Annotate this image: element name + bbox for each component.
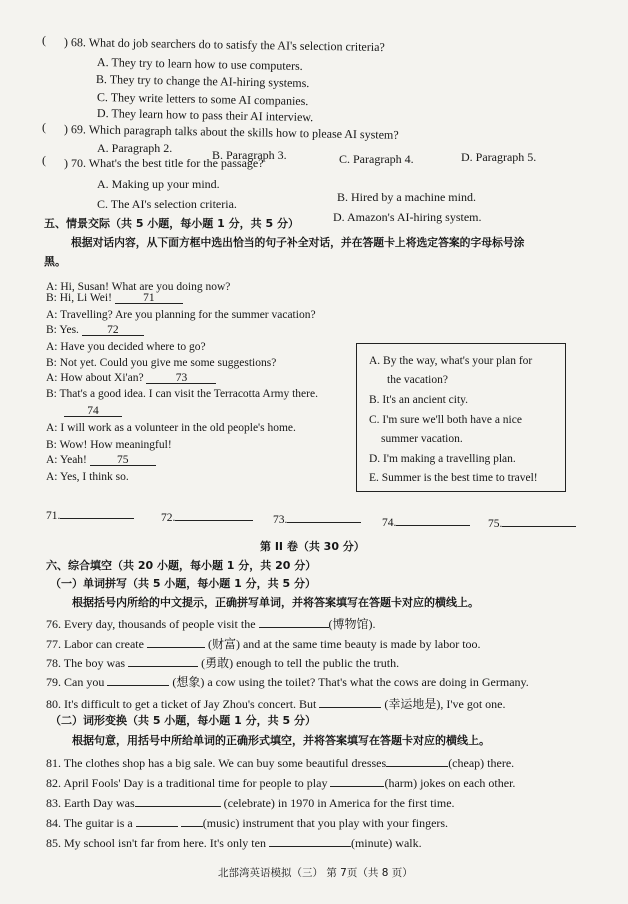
q70-stem: ) 70. What's the best title for the passage?	[64, 156, 264, 170]
q68-paren: (	[42, 33, 46, 47]
q70-option-d: D. Amazon's AI-hiring system.	[333, 210, 482, 224]
q70-paren: (	[42, 153, 46, 167]
blank-71: 71	[143, 292, 155, 304]
answer-75: 75.	[488, 516, 576, 531]
option-c-line2: summer vacation.	[381, 433, 463, 445]
q78: 78. The boy was (勇敢) enough to tell the public the truth.	[46, 656, 400, 670]
blank-72: 72	[107, 324, 119, 336]
dialogue-line-1: A: Hi, Susan! What are you doing now?	[46, 281, 231, 293]
q79: 79. Can you (想象) a cow using the toilet? That's what the cows are doing in Germany.	[46, 675, 529, 689]
q69-option-d: D. Paragraph 5.	[461, 150, 537, 164]
option-e: E. Summer is the best time to travel!	[369, 472, 538, 484]
dialogue-line-7: A: How about Xi'an? 73	[46, 373, 216, 385]
q70-option-c: C. The AI's selection criteria.	[97, 197, 237, 211]
q69-option-b: B. Paragraph 3.	[212, 148, 287, 162]
section6-sub2: （二）词形变换（共 5 小题，每小题 1 分，共 5 分）	[50, 714, 316, 727]
section6-heading: 六、综合填空（共 20 小题，每小题 1 分，共 20 分）	[46, 559, 317, 572]
q69-paren: (	[42, 120, 46, 134]
q77: 77. Labor can create (财富) and at the same time beauty is made by labor too.	[46, 637, 481, 651]
section5-instruction-cont: 黑。	[44, 255, 66, 268]
q85: 85. My school isn't far from here. It's only ten (minute) walk.	[46, 836, 422, 850]
dialogue-line-3: A: Travelling? Are you planning for the summer vacation?	[46, 309, 316, 321]
blank-75: 75	[117, 454, 129, 466]
q69-option-a: A. Paragraph 2.	[97, 141, 173, 155]
option-d: D. I'm making a travelling plan.	[369, 453, 516, 465]
dialogue-line-5: A: Have you decided where to go?	[46, 341, 206, 353]
dialogue-line-10: A: I will work as a volunteer in the old people's home.	[46, 422, 296, 434]
q68-option-a: A. They try to learn how to use computers.	[96, 55, 303, 73]
dialogue-line-11: B: Wow! How meaningful!	[46, 439, 172, 451]
section6-sub1-instruction: 根据括号内所给的中文提示，正确拼写单词，并将答案填写在答题卡对应的横线上。	[72, 596, 479, 609]
q83: 83. Earth Day was (celebrate) in 1970 in America for the first time.	[46, 796, 455, 810]
dialogue-line-6: B: Not yet. Could you give me some suggestions?	[46, 357, 277, 369]
q80: 80. It's difficult to get a ticket of Jay Zhou's concert. But (幸运地是), I've got one.	[46, 697, 506, 711]
option-b: B. It's an ancient city.	[369, 394, 469, 406]
q69-option-c: C. Paragraph 4.	[339, 152, 414, 166]
section5-heading: 五、情景交际（共 5 小题，每小题 1 分，共 5 分）	[44, 217, 299, 230]
answer-73: 73.	[273, 512, 361, 527]
answer-71: 71.	[46, 508, 134, 523]
dialogue-line-8: B: That's a good idea. I can visit the Terracotta Army there.	[46, 388, 318, 400]
q68-option-b: B. They try to change the AI-hiring systems.	[95, 72, 310, 91]
q76: 76. Every day, thousands of people visit the (博物馆).	[46, 617, 376, 631]
dialogue-line-4: B: Yes. 72	[46, 325, 144, 337]
option-c-line1: C. I'm sure we'll both have a nice	[369, 414, 522, 426]
page-footer: 北部湾英语模拟（三） 第 7页（共 8 页）	[218, 867, 413, 879]
section6-sub2-instruction: 根据句意，用括号中所给单词的正确形式填空，并将答案填写在答题卡对应的横线上。	[72, 734, 490, 747]
q70-option-b: B. Hired by a machine mind.	[337, 190, 476, 204]
blank-73: 73	[175, 372, 188, 384]
q82: 82. April Fools' Day is a traditional time for people to play (harm) jokes on each other.	[46, 776, 516, 790]
option-a-line2: the vacation?	[387, 374, 448, 386]
section6-sub1: （一）单词拼写（共 5 小题，每小题 1 分，共 5 分）	[50, 577, 316, 590]
q84: 84. The guitar is a (music) instrument that you play with your fingers.	[46, 816, 449, 830]
section5-instruction: 根据对话内容，从下面方框中选出恰当的句子补全对话，并在答题卡上将选定答案的字母标号涂	[71, 236, 525, 249]
answer-72: 72.	[161, 510, 253, 525]
part2-title: 第 II 卷（共 30 分）	[260, 540, 365, 553]
q68-option-c: C. They write letters to some AI companies.	[96, 90, 309, 109]
q70-option-a: A. Making up your mind.	[97, 177, 220, 191]
q69-stem: ) 69. Which paragraph talks about the skills how to please AI system?	[63, 122, 399, 142]
dialogue-line-12: A: Yeah! 75	[46, 455, 156, 467]
option-a-line1: A. By the way, what's your plan for	[369, 355, 533, 367]
q68-stem: ) 68. What do job searchers do to satisfy the AI's selection criteria?	[63, 35, 385, 55]
dialogue-line-9	[64, 406, 122, 418]
q68-option-d: D. They learn how to pass their AI interview.	[96, 106, 314, 125]
q81: 81. The clothes shop has a big sale. We can buy some beautiful dresses (cheap) there.	[46, 756, 515, 770]
answer-74: 74.	[382, 515, 470, 530]
dialogue-line-2: B: Hi, Li Wei! 71	[46, 293, 183, 305]
blank-74: 74	[87, 405, 99, 417]
dialogue-line-13: A: Yes, I think so.	[46, 471, 129, 483]
options-box	[356, 343, 566, 492]
